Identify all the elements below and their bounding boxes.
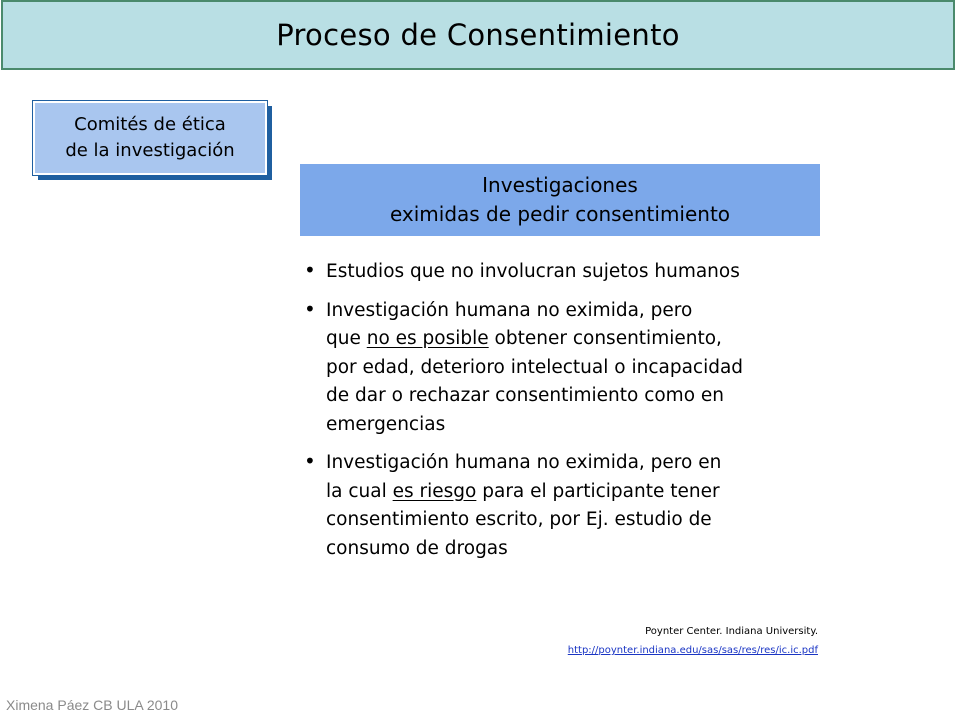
bullet-line: Investigación humana no eximida, pero	[326, 299, 693, 321]
bullet-item	[302, 449, 842, 563]
bullet-dot-icon: •	[304, 449, 316, 473]
bullet-item	[302, 258, 842, 287]
citation-link[interactable]: http://poynter.indiana.edu/sas/sas/res/res/ic.ic.pdf	[567, 645, 818, 656]
slide-title: Proceso de Consentimiento	[276, 18, 680, 52]
bullet-line: consentimiento escrito, por Ej. estudio de	[326, 509, 712, 530]
citation-source: Poynter Center. Indiana University.	[645, 626, 818, 637]
bullet-line: de dar o rechazar consentimiento como en	[326, 385, 725, 406]
citation	[568, 622, 818, 660]
exempt-header-line2: eximidas de pedir consentimiento	[389, 202, 731, 226]
bullet-line	[326, 478, 842, 507]
committee-box-line1: Comités de ética	[74, 114, 226, 135]
exempt-research-header	[300, 164, 820, 236]
bullet-dot-icon: •	[304, 258, 316, 282]
bullet-text: Estudios que no involucran sujetos humanos	[326, 261, 740, 282]
bullet-line: emergencias	[326, 413, 446, 435]
bullet-line: Investigación humana no eximida, pero en	[326, 452, 722, 473]
bullet-text-post: para el participante tener	[476, 480, 720, 502]
bullet-line: por edad, deterioro intelectual o incapacidad	[326, 356, 744, 378]
slide-title-bar	[1, 0, 955, 70]
committee-box	[33, 101, 267, 175]
bullet-list	[302, 258, 842, 573]
underlined-text: es riesgo	[392, 480, 477, 502]
underlined-text: no es posible	[366, 328, 489, 349]
footer-author: Ximena Páez CB ULA 2010	[6, 697, 178, 713]
bullet-text-pre: que	[326, 328, 367, 349]
bullet-dot-icon: •	[304, 296, 316, 321]
bullet-text-post: obtener consentimiento,	[488, 328, 722, 349]
bullet-text-pre: la cual	[326, 480, 393, 502]
exempt-header-line1: Investigaciones	[482, 173, 638, 197]
committee-box-line2: de la investigación	[65, 140, 235, 161]
bullet-item	[302, 297, 842, 440]
bullet-line: consumo de drogas	[326, 537, 508, 559]
bullet-line	[326, 325, 842, 354]
